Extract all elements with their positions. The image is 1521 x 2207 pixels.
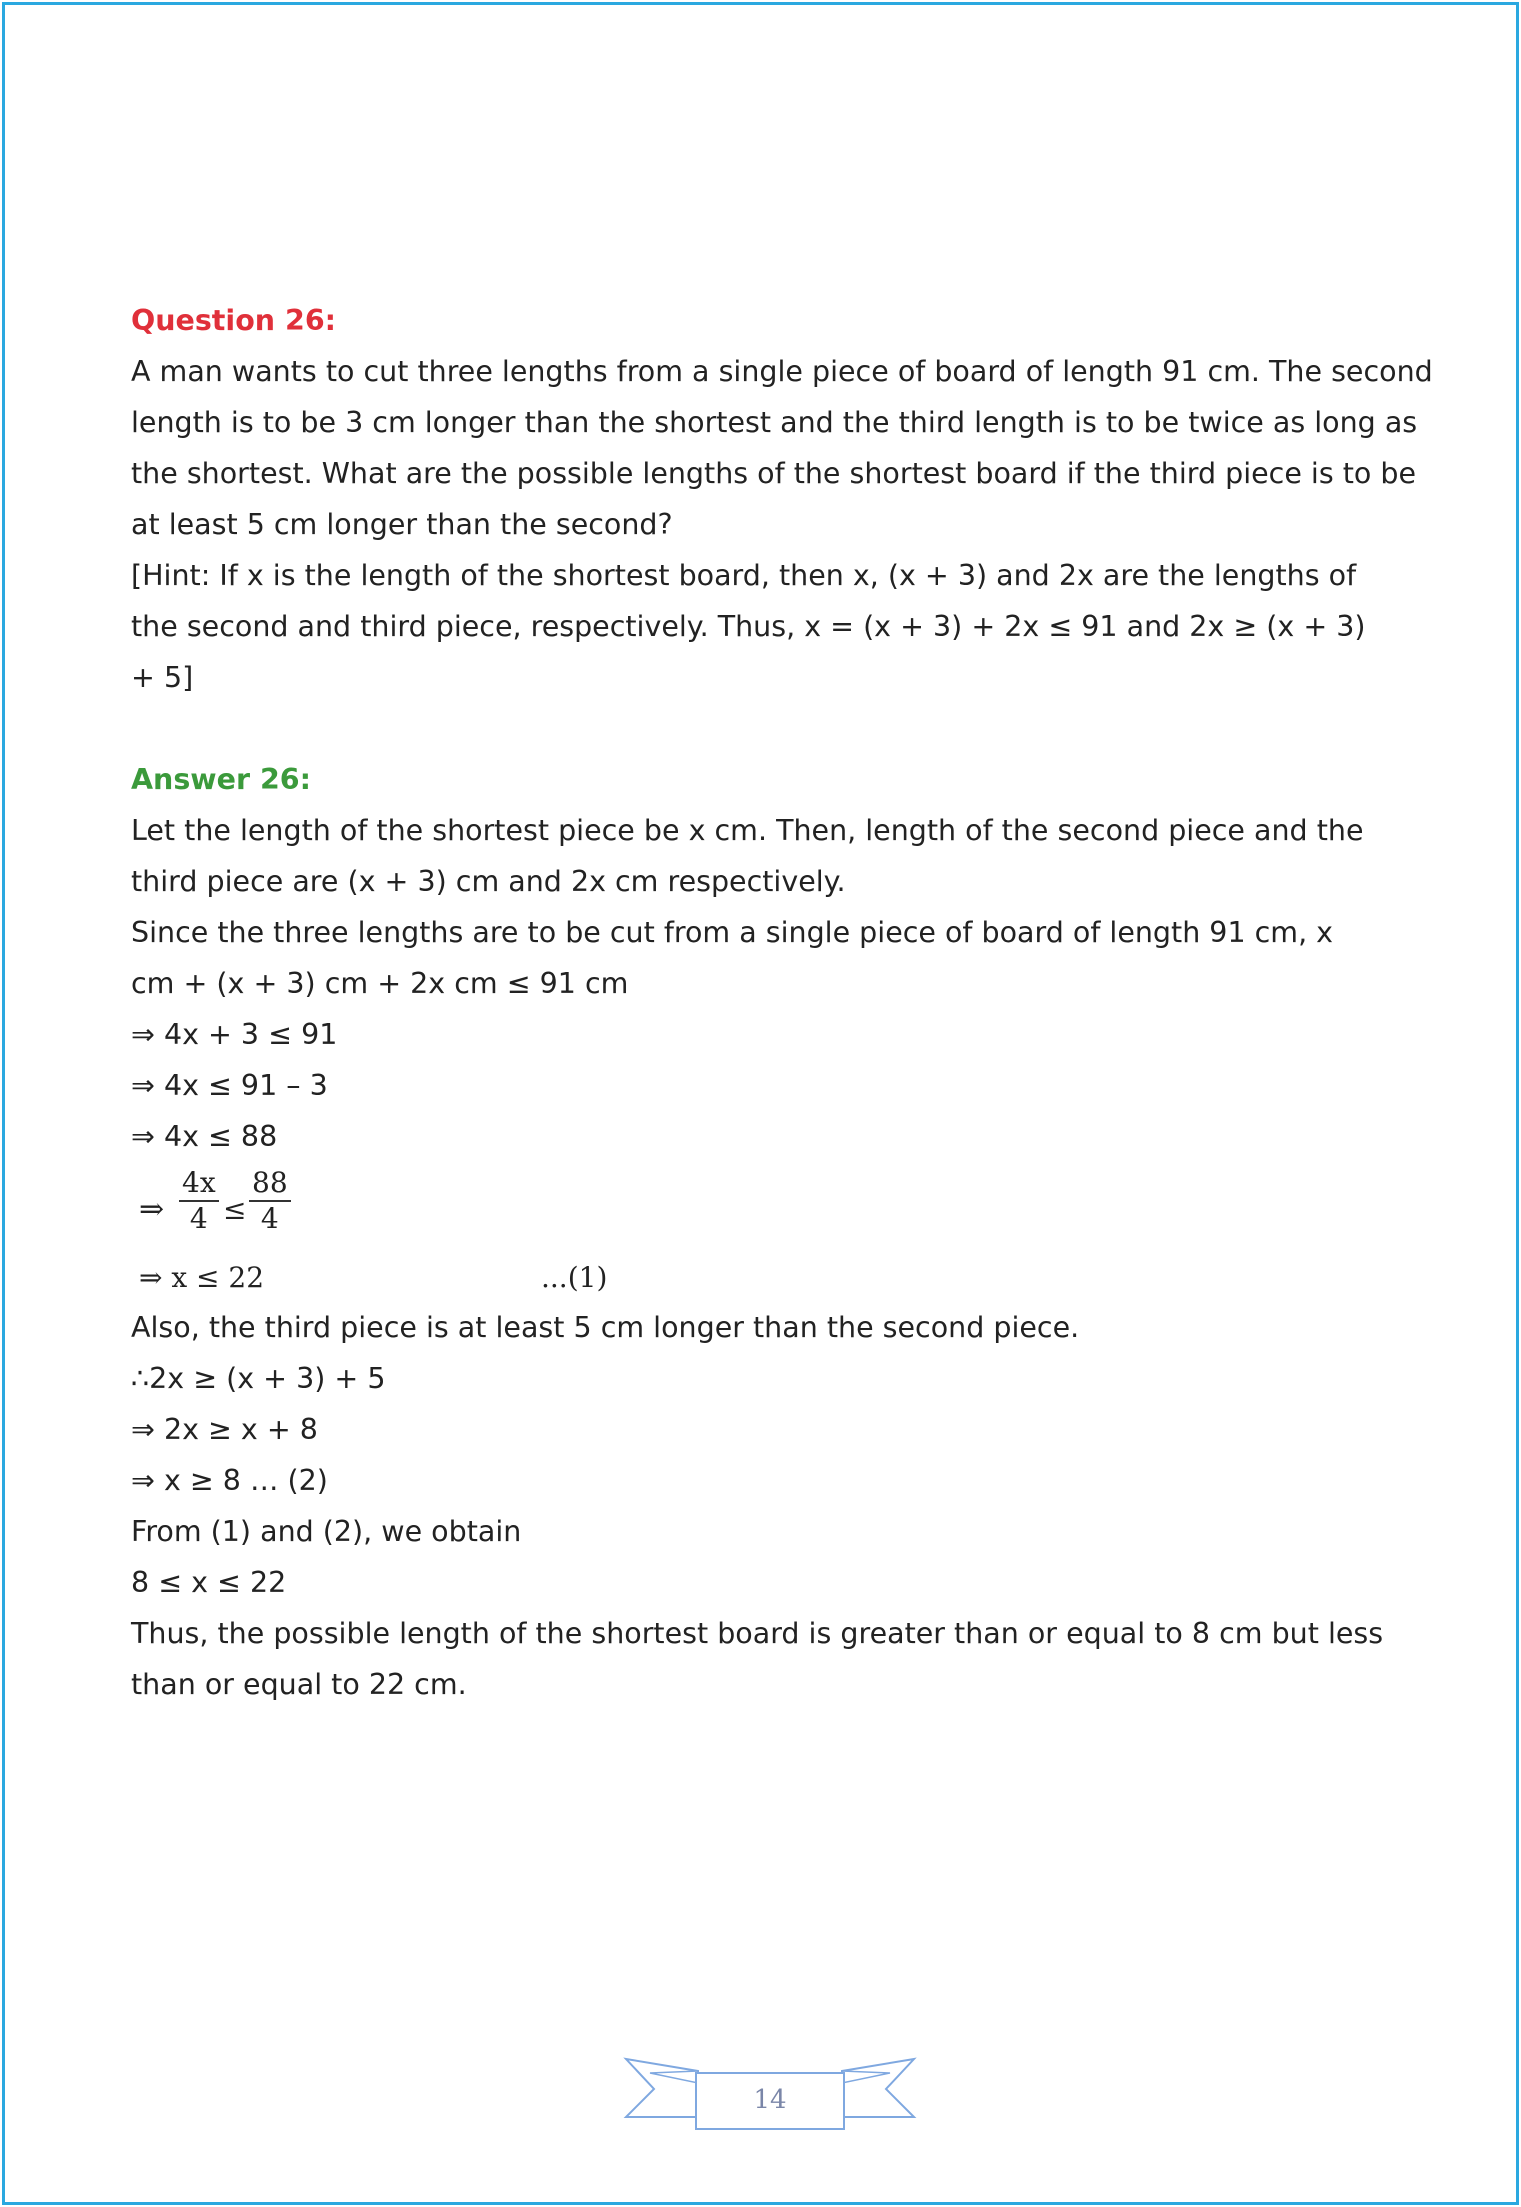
answer-line: ⇒ 4x + 3 ≤ 91 [131, 1018, 338, 1051]
equation-1 [131, 1246, 1401, 1302]
answer-line: From (1) and (2), we obtain [131, 1515, 522, 1548]
answer-line: third piece are (x + 3) cm and 2x cm respectively. [131, 865, 846, 898]
equation-1-tag: ...(1) [541, 1261, 608, 1294]
fraction-right [249, 1166, 291, 1236]
answer-line: ⇒ 4x ≤ 91 – 3 [131, 1069, 328, 1102]
fraction-numerator: 4x [179, 1166, 219, 1202]
fraction-denominator: 4 [189, 1202, 208, 1235]
answer-line: Since the three lengths are to be cut from a single piece of board of length 91 cm, x [131, 916, 1334, 949]
fraction-equation [131, 1166, 1401, 1246]
question-line: the shortest. What are the possible lengths of the shortest board if the third piece is to be [131, 457, 1417, 490]
answer-line: cm + (x + 3) cm + 2x cm ≤ 91 cm [131, 967, 629, 1000]
answer-line: Thus, the possible length of the shortest board is greater than or equal to 8 cm but less [131, 1617, 1384, 1650]
answer-line: than or equal to 22 cm. [131, 1668, 467, 1701]
hint-line: [Hint: If x is the length of the shortest board, then x, (x + 3) and 2x are the lengths of [131, 559, 1357, 592]
question-line: at least 5 cm longer than the second? [131, 508, 673, 541]
fraction-left [179, 1166, 219, 1236]
relation-symbol: ≤ [223, 1193, 247, 1226]
answer-line: ⇒ x ≥ 8 … (2) [131, 1464, 328, 1497]
page-number-ribbon [620, 2055, 920, 2135]
page-content [131, 295, 1433, 1710]
answer-line: 8 ≤ x ≤ 22 [131, 1566, 287, 1599]
fraction-denominator: 4 [260, 1202, 279, 1235]
equation-1-expression: ⇒ x ≤ 22 [139, 1261, 265, 1294]
implies-symbol: ⇒ [139, 1192, 165, 1227]
fraction-numerator: 88 [249, 1166, 291, 1202]
answer-line: ⇒ 4x ≤ 88 [131, 1120, 278, 1153]
hint-line: + 5] [131, 661, 194, 694]
answer-line: ∴2x ≥ (x + 3) + 5 [131, 1362, 386, 1395]
answer-line: Let the length of the shortest piece be x cm. Then, length of the second piece and the [131, 814, 1364, 847]
page-number: 14 [753, 2085, 787, 2115]
question-line: A man wants to cut three lengths from a single piece of board of length 91 cm. The second [131, 355, 1433, 388]
question-line: length is to be 3 cm longer than the shortest and the third length is to be twice as long as [131, 406, 1418, 439]
hint-line: the second and third piece, respectively. Thus, x = (x + 3) + 2x ≤ 91 and 2x ≥ (x + 3) [131, 610, 1366, 643]
question-heading: Question 26: [131, 304, 337, 337]
answer-line: Also, the third piece is at least 5 cm longer than the second piece. [131, 1311, 1080, 1344]
answer-line: ⇒ 2x ≥ x + 8 [131, 1413, 318, 1446]
answer-heading: Answer 26: [131, 763, 312, 796]
